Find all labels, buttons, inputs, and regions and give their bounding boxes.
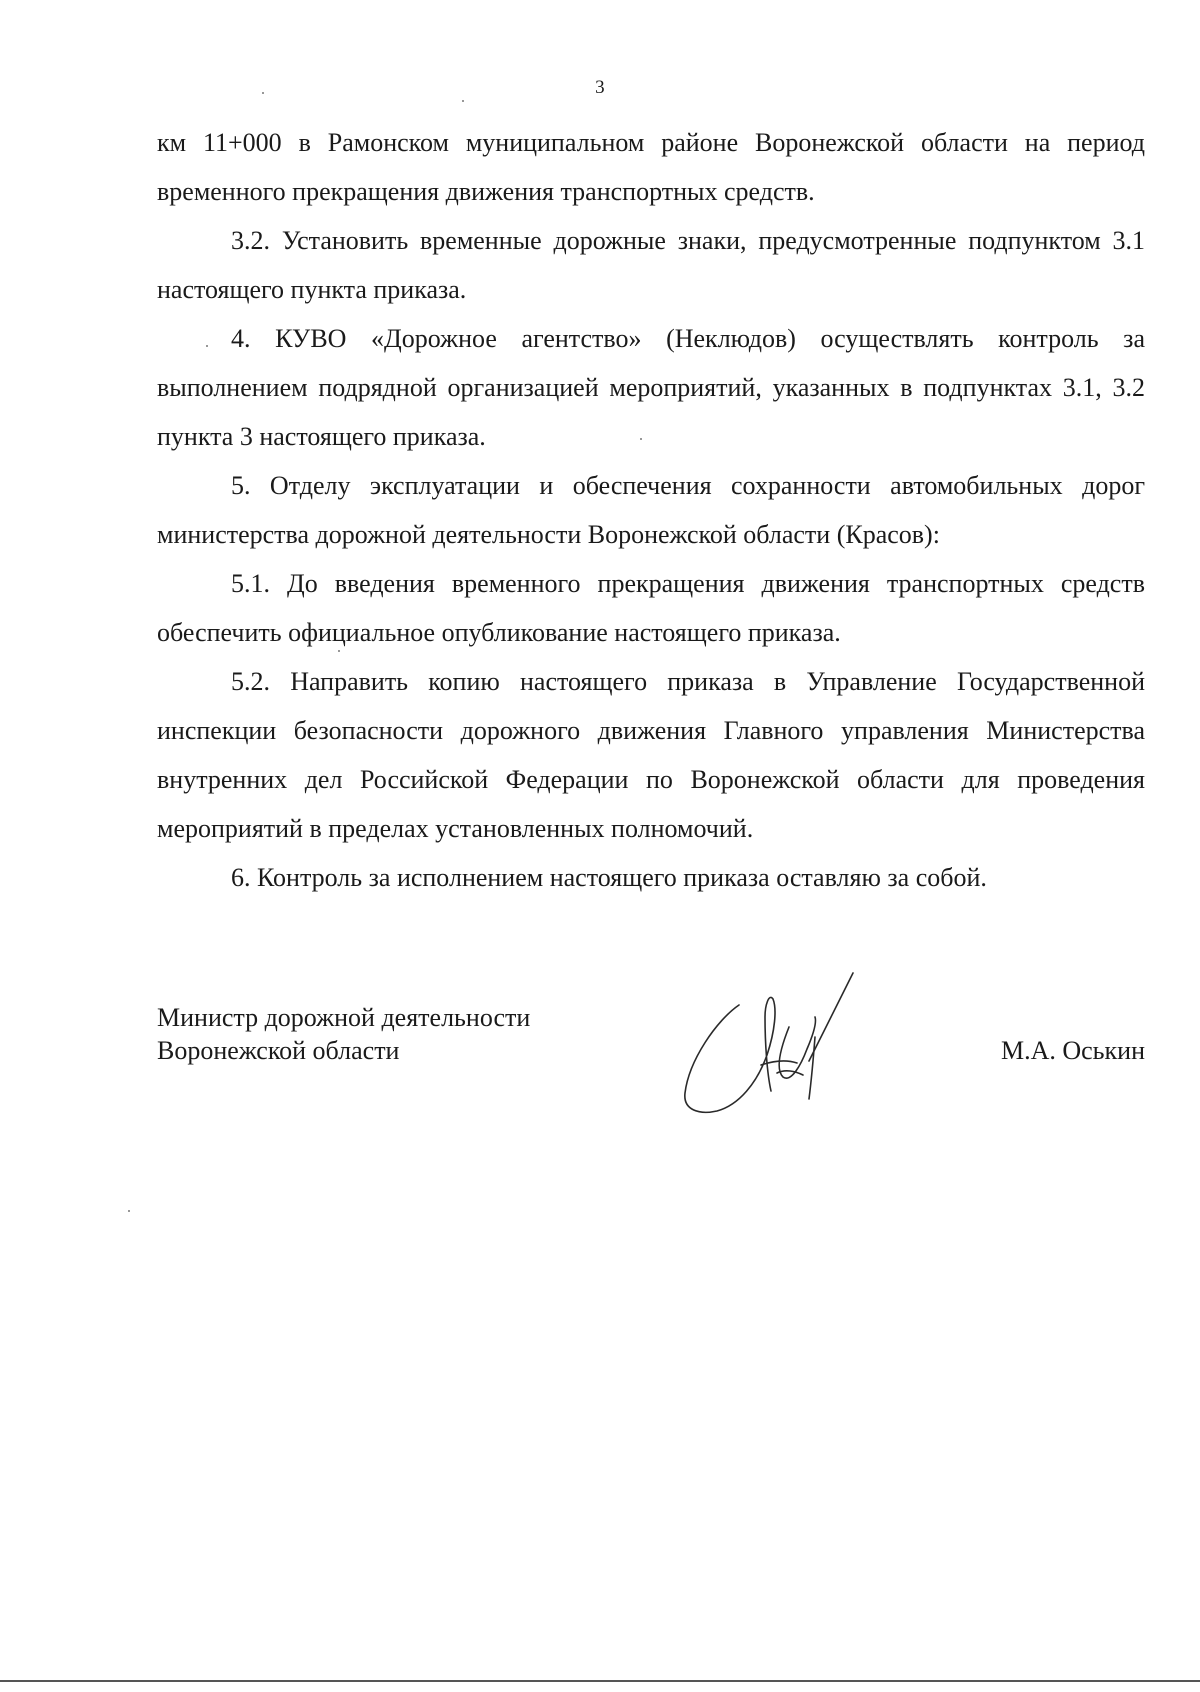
signer-name: М.А. Оськин [1000,1036,1145,1065]
paragraph-continuation: км 11+000 в Рамонском муниципальном районе Воронежской области на период временного прекращения движения транспортных средств. [157,128,1145,206]
handwritten-signature [677,965,877,1125]
signer-position-line-1: Министр дорожной деятельности [157,1003,531,1032]
paragraph-5-2: 5.2. Направить копию настоящего приказа в Управление Государственной инспекции безопасности дорожного движения Главного управления Министерства внутренних дел Российской Федерации по Воронежской области для проведения мероприятий в пределах установленных полномочий. [157,667,1145,843]
signer-position [157,1001,530,1067]
paragraph-5-1: 5.1. До введения временного прекращения движения транспортных средств обеспечить официальное опубликование настоящего приказа. [157,569,1145,647]
scan-speck [262,92,264,94]
scan-speck [338,650,340,652]
scan-speck [640,438,642,440]
paragraph-6: 6. Контроль за исполнением настоящего приказа оставляю за собой. [231,863,987,892]
scan-speck [206,345,208,347]
paragraph-4: 4. КУВО «Дорожное агентство» (Неклюдов) осуществлять контроль за выполнением подрядной организацией мероприятий, указанных в подпунктах 3.1, 3.2 пункта 3 настоящего приказа. [157,324,1145,451]
signer-position-line-2: Воронежской области [157,1036,400,1065]
scan-speck [462,100,464,102]
scan-speck [128,1210,130,1212]
paragraph-5: 5. Отделу эксплуатации и обеспечения сохранности автомобильных дорог министерства дорожной деятельности Воронежской области (Красов): [157,471,1145,549]
signature-block [157,995,1145,1125]
paragraph-3-2: 3.2. Установить временные дорожные знаки, предусмотренные подпунктом 3.1 настоящего пункта приказа. [157,226,1145,304]
document-body [157,118,1145,902]
scan-edge-line [0,1680,1200,1682]
page-number: 3 [595,77,605,98]
